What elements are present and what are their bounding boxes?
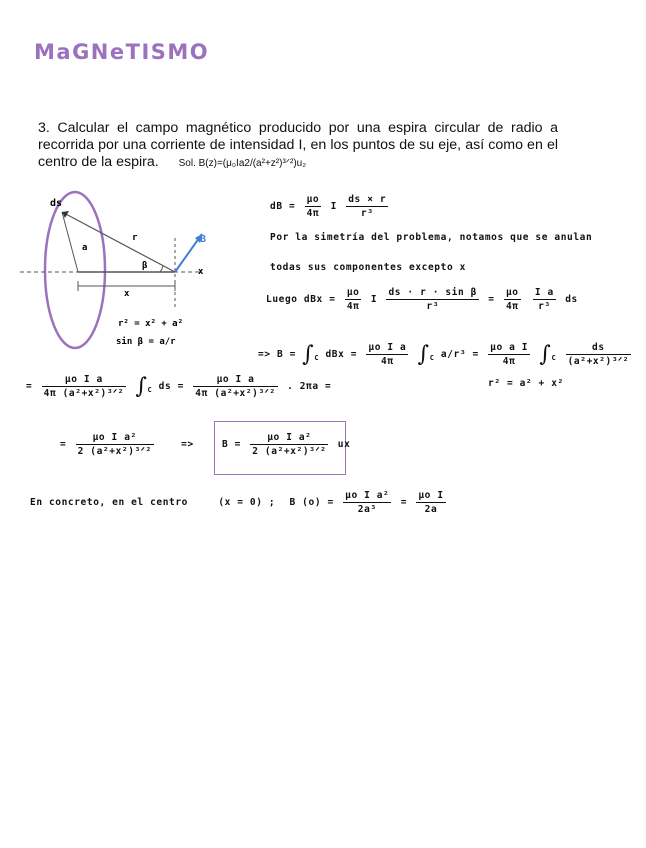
- r2-substitution: r² = a² + x²: [488, 378, 564, 389]
- boxed-result: B = $\frac{\text{μo I a²}}{\text{2 (a²+x²)³ᐟ²}}$ ux: [222, 432, 351, 457]
- eq-integrated: = $\frac{\text{μo I a}}{\text{4π (a²+x²)³ᐟ²}}$ $\int_C$ ds = $\frac{\text{μo I a}}{\text{4π (a²+x²)³ᐟ²}}$ . 2πa =: [26, 374, 332, 399]
- eq-simplified: = $\frac{\text{μo I a²}}{\text{2 (a²+x²)³ᐟ²}}$ =>: [60, 432, 194, 457]
- solution-note: Sol. B(z)=(μ₀Ia2/(a²+z²)³ᐟ²)u₂: [178, 158, 307, 169]
- x-axis-label: x: [198, 267, 204, 277]
- symmetry-note-line1: Por la simetría del problema, notamos que se anulan: [270, 232, 593, 243]
- symmetry-note-line2: todas sus componentes excepto x: [270, 262, 466, 273]
- r2-relation: r² = x² + a²: [118, 319, 184, 329]
- x-distance-label: x: [124, 289, 130, 299]
- eq-b-integral: => $B = \int_C$ dBx = $\frac{\text{μo I a}}{4\pi}$ $\int_C$ a/r³ = $\frac{\text{μo a I}}{4\pi}$ $\int_C$ $\frac{ds}{\text{(a²+x²)³ᐟ²}}$: [258, 342, 630, 367]
- eq-center: En concreto, en el centro (x = 0) ; B (o) = $\frac{\text{μo I a²}}{\text{2a³}}$ = $\frac{\text{μo I}}{2a}$: [30, 490, 444, 515]
- eq-biot-savart: dB = $\frac{\mu o}{4\pi}$ I $\frac{ds \times r}{\text{r³}}$: [270, 194, 387, 219]
- ds-label: ds: [50, 198, 63, 209]
- a-label: a: [82, 243, 88, 253]
- r-vector-line: [62, 212, 175, 272]
- radius-line: [62, 212, 78, 272]
- sin-relation: sin β = a/r: [116, 337, 176, 347]
- loop-diagram: [20, 188, 220, 360]
- r-label: r: [132, 233, 138, 243]
- page-title: MaGNeTISMO: [34, 40, 210, 64]
- current-loop: [45, 192, 105, 348]
- beta-arc: [160, 266, 163, 272]
- eq-dbx: Luego dBx = $\frac{\mu o}{4\pi}$ I $\frac{\text{ds · r · sin β}}{\text{r³}}$ = $\frac{\mu o}{4\pi}$ $\frac{\text{I a}}{\text{r³}}$ ds: [266, 287, 578, 312]
- beta-label: β: [142, 261, 148, 271]
- problem-text: 3. Calcular el campo magnético producido por una espira circular de radio a recorrida por una corriente de intensidad I, en los puntos de su eje, así como en el centro de la espira.: [38, 120, 558, 170]
- b-label: B: [200, 234, 207, 245]
- problem-statement: [38, 120, 558, 172]
